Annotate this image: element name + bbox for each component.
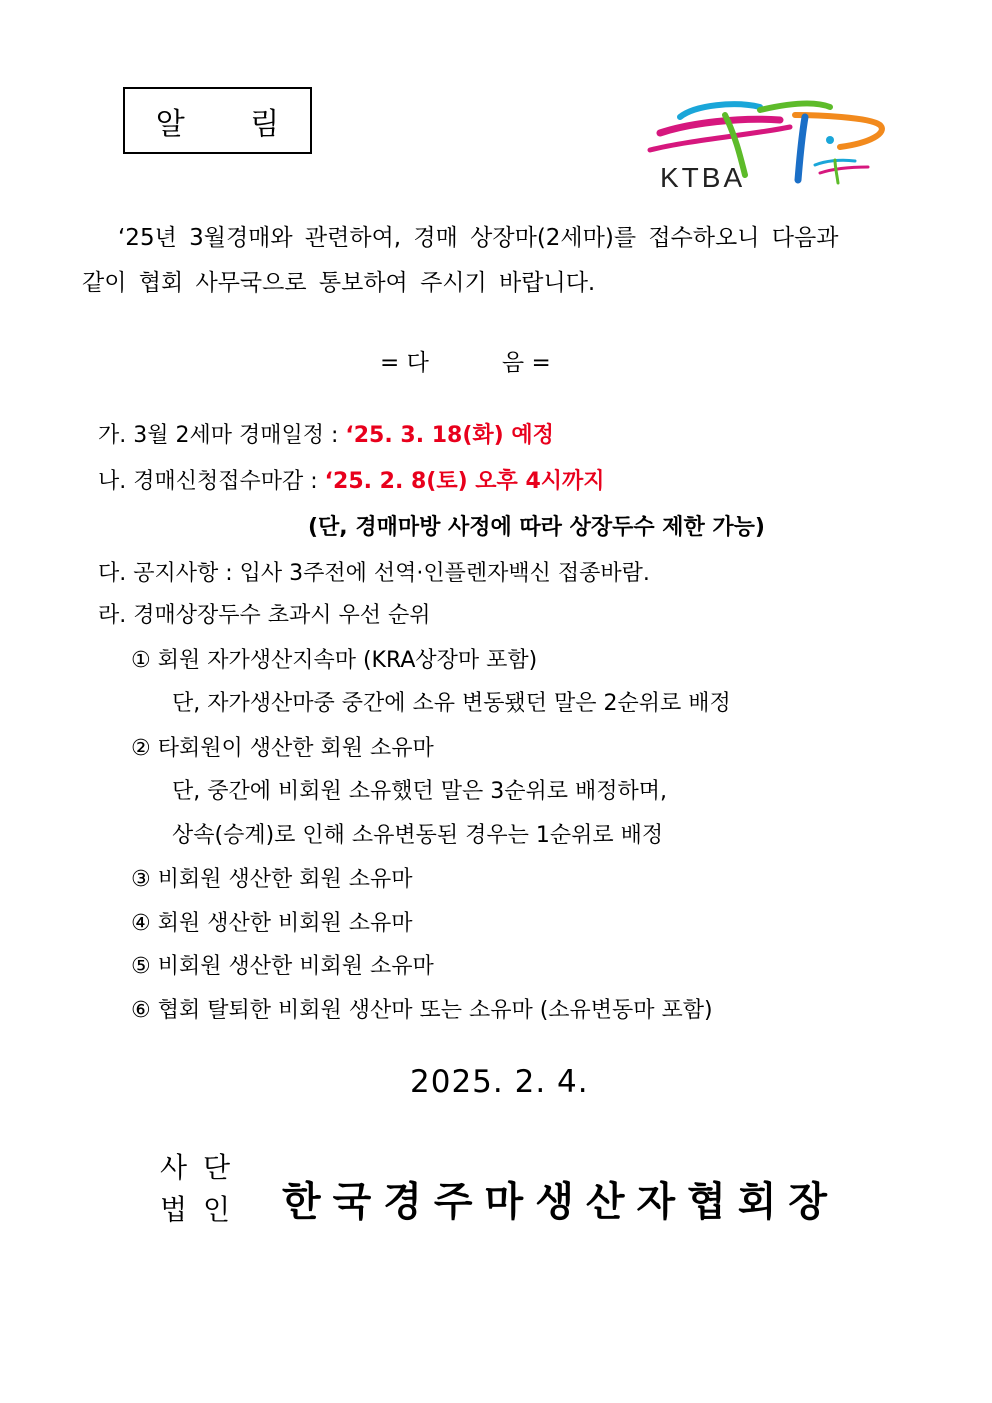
intro-line-1: ‘25년 3월경매와 관련하여, 경매 상장마(2세마)를 접수하오니 다음과 xyxy=(118,225,839,251)
item-ga xyxy=(98,418,554,449)
item-na-label: 나. 경매신청접수마감 : xyxy=(98,469,325,494)
signatory-name: 한국경주마생산자협회장 xyxy=(282,1179,840,1225)
logo-text: KTBA xyxy=(660,162,746,193)
item-da: 다. 공지사항 : 입사 3주전에 선역·인플렌자백신 접종바람. xyxy=(98,561,650,586)
priority-1-note: 단, 자가생산마중 중간에 소유 변동됐던 말은 2순위로 배정 xyxy=(172,691,731,716)
priority-4: ④ 회원 생산한 비회원 소유마 xyxy=(131,911,413,936)
priority-2-note-2: 상속(승계)로 인해 소유변동된 경우는 1순위로 배정 xyxy=(172,823,664,848)
document-date: 2025. 2. 4. xyxy=(410,1064,589,1100)
intro-line-2: 같이 협회 사무국으로 통보하여 주시기 바랍니다. xyxy=(82,270,596,296)
item-na-value: ‘25. 2. 8(토) 오후 4시까지 xyxy=(324,469,605,494)
priority-3: ③ 비회원 생산한 회원 소유마 xyxy=(131,867,413,892)
section-heading: = 다 음 = xyxy=(380,350,551,376)
notice-title-box xyxy=(123,87,312,154)
item-na xyxy=(98,464,605,495)
item-na-note: (단, 경매마방 사정에 따라 상장두수 제한 가능) xyxy=(308,515,765,540)
item-ga-value: ‘25. 3. 18(화) 예정 xyxy=(345,423,554,448)
item-ga-label: 가. 3월 2세마 경매일정 : xyxy=(98,423,346,448)
priority-6: ⑥ 협회 탈퇴한 비회원 생산마 또는 소유마 (소유변동마 포함) xyxy=(131,998,713,1023)
priority-2-note-1: 단, 중간에 비회원 소유했던 말은 3순위로 배정하며, xyxy=(172,779,667,804)
priority-5: ⑤ 비회원 생산한 비회원 소유마 xyxy=(131,954,434,979)
corp-type-line-1: 사단 xyxy=(160,1151,247,1184)
intro-paragraph xyxy=(82,216,922,306)
priority-1: ① 회원 자가생산지속마 (KRA상장마 포함) xyxy=(131,648,538,673)
corp-type-line-2: 법인 xyxy=(160,1193,247,1226)
notice-title: 알 림 xyxy=(155,106,308,142)
item-ra: 라. 경매상장두수 초과시 우선 순위 xyxy=(98,603,431,628)
priority-2: ② 타회원이 생산한 회원 소유마 xyxy=(131,736,434,761)
ktba-logo xyxy=(640,95,890,195)
